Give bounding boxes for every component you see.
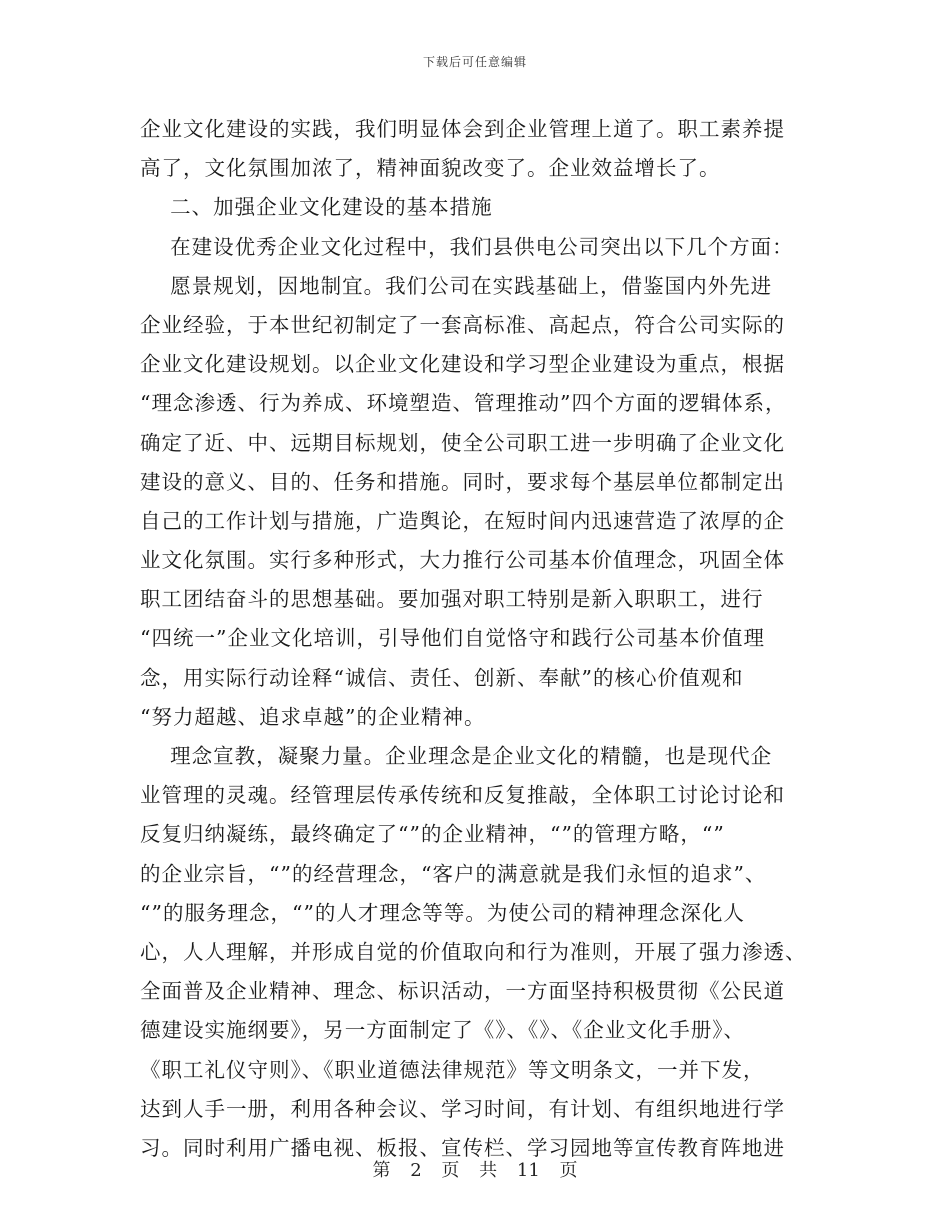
text-line: 企业经验，于本世纪初制定了一套高标准、高起点，符合公司实际的 <box>140 312 785 337</box>
text-line: “理念渗透、行为养成、环境塑造、管理推动”四个方面的逻辑体系， <box>140 391 787 416</box>
text-line: 心，人人理解，并形成自觉的价值取向和行为准则，开展了强力渗透、 <box>140 939 807 964</box>
text-line: 企业文化建设规划。以企业文化建设和学习型企业建设为重点，根据 <box>140 352 785 377</box>
text-line: 业文化氛围。实行多种形式，大力推行公司基本价值理念，巩固全体 <box>140 548 785 573</box>
text-line: 达到人手一册，利用各种会议、学习时间，有计划、有组织地进行学 <box>140 1096 785 1121</box>
page-label-mid2: 共 <box>479 1160 498 1181</box>
text-line: 理念宣教，凝聚力量。企业理念是企业文化的精髓，也是现代企 <box>140 744 773 768</box>
text-line: 高了，文化氛围加浓了，精神面貌改变了。企业效益增长了。 <box>140 156 721 181</box>
text-line: 《职工礼仪守则》、《职业道德法律规范》等文明条文，一并下发， <box>140 1057 765 1082</box>
page-label-suffix: 页 <box>559 1160 578 1181</box>
text-line: 自己的工作计划与措施，广造舆论，在短时间内迅速营造了浓厚的企 <box>140 508 785 533</box>
document-body <box>140 110 807 1168</box>
text-line: 全面普及企业精神、理念、标识活动，一方面坚持积极贯彻《公民道 <box>140 979 785 1004</box>
page-footer <box>0 1156 950 1182</box>
page-header: 下载后可任意编辑 <box>422 55 527 69</box>
text-line: 建设的意义、目的、任务和措施。同时，要求每个基层单位都制定出 <box>140 469 785 494</box>
text-line: “”的服务理念，“”的人才理念等等。为使公司的精神理念深化人 <box>140 900 745 925</box>
text-line: 确定了近、中、远期目标规划，使全公司职工进一步明确了企业文化 <box>140 430 785 455</box>
text-line: 职工团结奋斗的思想基础。要加强对职工特别是新入职职工，进行 <box>140 587 764 612</box>
text-line: 在建设优秀企业文化过程中，我们县供电公司突出以下几个方面： <box>140 234 794 259</box>
page-label-prefix: 第 <box>372 1160 391 1181</box>
text-line: 习。同时利用广播电视、板报、宣传栏、学习园地等宣传教育阵地进 <box>140 1135 785 1160</box>
section-heading: 二、加强企业文化建设的基本措施 <box>140 195 493 220</box>
current-page-number: 2 <box>410 1160 422 1181</box>
text-line: “四统一”企业文化培训，引导他们自觉恪守和践行公司基本价值理 <box>140 626 765 651</box>
text-line: 愿景规划，因地制宜。我们公司在实践基础上，借鉴国内外先进 <box>140 273 773 298</box>
text-line: 德建设实施纲要》，另一方面制定了《》、《》、《企业文化手册》、 <box>140 1018 745 1043</box>
page-label-mid1: 页 <box>441 1160 460 1181</box>
text-line: 企业文化建设的实践，我们明显体会到企业管理上道了。职工素养提 <box>140 117 785 141</box>
text-line: 反复归纳凝练，最终确定了“”的企业精神，“”的管理方略，“” <box>140 822 725 847</box>
text-line: 的企业宗旨，“”的经营理念，“客户的满意就是我们永恒的追求”、 <box>140 861 767 886</box>
total-pages-number: 11 <box>516 1160 540 1181</box>
text-line: “努力超越、追求卓越”的企业精神。 <box>140 704 486 729</box>
text-line: 业管理的灵魂。经管理层传承传统和反复推敲，全体职工讨论讨论和 <box>140 783 785 808</box>
text-line: 念，用实际行动诠释“诚信、责任、创新、奉献”的核心价值观和 <box>140 665 744 690</box>
